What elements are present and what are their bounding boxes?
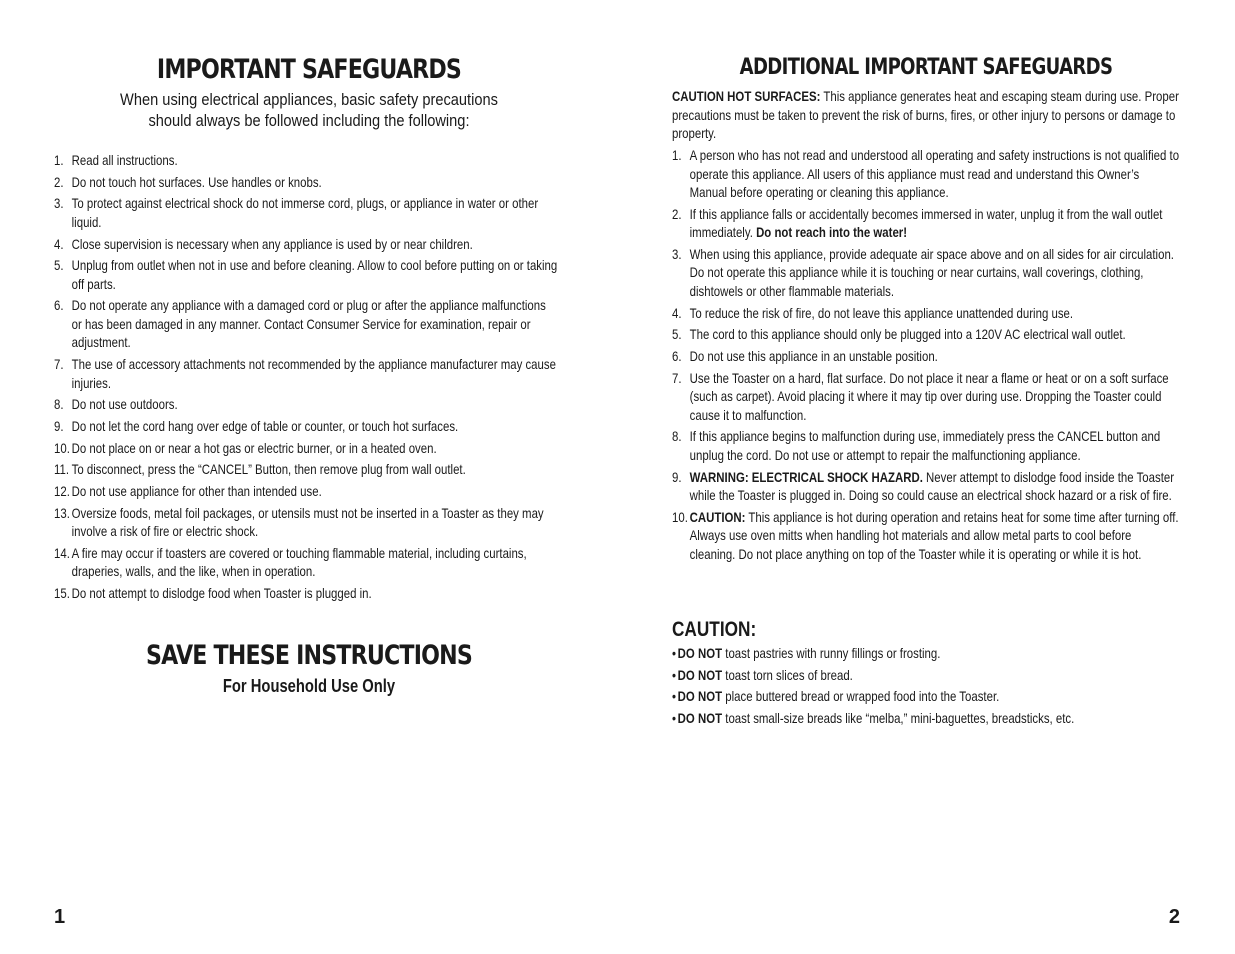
caution-hot-surfaces <box>672 88 1179 144</box>
left-page <box>54 0 564 954</box>
item-number: 7. <box>54 357 64 373</box>
list-item <box>672 348 1179 367</box>
item-number: 9. <box>54 419 64 434</box>
intro-text <box>90 89 529 131</box>
list-item <box>54 152 559 171</box>
additional-safeguards-list <box>672 147 1179 567</box>
item-text: Use the Toaster on a hard, flat surface. Do not place it near a flame or heat or on a soft surface (such as carpet). Avoid placing it where it may tip over during use. Dropping the Toaster could cause it to malfunction. <box>689 370 1169 423</box>
item-text: Do not touch hot surfaces. Use handles or knobs. <box>71 174 322 190</box>
caution-label: CAUTION HOT SURFACES: <box>672 89 821 104</box>
item-text: To disconnect, press the “CANCEL” Button, then remove plug from wall outlet. <box>71 462 466 478</box>
item-text: Unplug from outlet when not in use and before cleaning. Allow to cool before putting on or taking off parts. <box>71 258 558 292</box>
item-number: 2. <box>672 206 682 222</box>
item-number: 6. <box>54 298 64 314</box>
list-item <box>54 396 559 415</box>
item-number: 14. <box>54 545 70 561</box>
item-number: 10. <box>54 440 70 456</box>
item-number: 6. <box>672 348 682 364</box>
list-item <box>54 297 559 353</box>
caution-bullet-list <box>672 645 1179 732</box>
safeguards-list <box>54 152 558 607</box>
item-text: If this appliance falls or accidentally becomes immersed in water, unplug it from the wall outlet immediately. <box>689 206 1163 241</box>
item-number: 11. <box>54 462 70 478</box>
page-title: IMPORTANT SAFEGUARDS <box>156 54 462 85</box>
item-text: When using this appliance, provide adequate air space above and on all sides for air circulation. Do not operate this appliance while it is touching or near curtains, wall coverings, clothing, dishtowels or other flammable materials. <box>689 246 1174 299</box>
item-number: 4. <box>54 236 64 252</box>
item-text: Read all instructions. <box>71 153 178 168</box>
do-not-label: DO NOT <box>677 689 723 705</box>
page-number: 1 <box>54 906 66 928</box>
right-page <box>672 0 1180 954</box>
list-item <box>54 440 559 459</box>
item-number: 4. <box>672 305 682 321</box>
item-number: 12. <box>54 484 70 500</box>
intro-line: When using electrical appliances, basic safety precautions <box>120 90 498 109</box>
do-not-label: DO NOT <box>677 646 723 661</box>
warning-label: WARNING: ELECTRICAL SHOCK HAZARD. <box>689 469 923 485</box>
household-use-subtitle: For Household Use Only <box>222 676 396 696</box>
item-text: The use of accessory attachments not recommended by the appliance manufacturer may cause injuries. <box>71 357 556 391</box>
do-not-label: DO NOT <box>677 667 723 683</box>
bullet-item <box>672 645 1179 664</box>
item-number: 1. <box>672 148 682 163</box>
list-item <box>54 585 559 604</box>
bullet-text: toast pastries with runny fillings or frosting. <box>722 646 941 661</box>
bullet-glyph: • <box>672 689 677 705</box>
item-text: Do not operate any appliance with a damaged cord or plug or after the appliance malfunctions or has been damaged in any manner. Contact Consumer Service for examination, repair or adjustment. <box>71 298 546 351</box>
item-text: A fire may occur if toasters are covered or touching flammable material, including curtains, draperies, walls, and the like, when in operation. <box>71 545 527 580</box>
item-text: Never attempt to dislodge food inside the Toaster while the Toaster is plugged in. Doing so could cause an electrical shock hazard or a risk of fire. <box>689 469 1175 503</box>
list-item <box>54 356 559 393</box>
bullet-text: place buttered bread or wrapped food into the Toaster. <box>722 689 1000 705</box>
list-item <box>672 246 1179 302</box>
item-text: To reduce the risk of fire, do not leave this appliance unattended during use. <box>689 305 1074 321</box>
item-number: 8. <box>672 429 682 445</box>
caution-text: This appliance generates heat and escaping steam during use. Proper precautions must be taken to prevent the risk of burns, fires, or other injury to persons or damage to property. <box>672 89 1179 141</box>
item-text: If this appliance begins to malfunction during use, immediately press the CANCEL button and unplug the cord. Do not use or attempt to repair the malfunctioning appliance. <box>689 429 1161 463</box>
bullet-item <box>672 688 1179 707</box>
item-number: 15. <box>54 586 70 602</box>
list-item <box>672 509 1179 565</box>
list-item <box>672 326 1179 345</box>
list-item <box>54 483 559 502</box>
list-item <box>672 305 1179 324</box>
item-number: 9. <box>672 469 682 485</box>
list-item <box>54 195 559 232</box>
list-item <box>54 461 559 480</box>
item-text: Do not attempt to dislodge food when Toaster is plugged in. <box>71 586 372 602</box>
item-text: This appliance is hot during operation and retains heat for some time after turning off. Always use oven mitts when handling hot materials and allow metal parts to cool before cleaning. Do not place anything on top of the Toaster while it is operating or while it is hot. <box>689 509 1179 562</box>
item-number: 1. <box>54 153 64 168</box>
item-text: A person who has not read and understood all operating and safety instructions is not qualified to operate this appliance. All users of this appliance must read and understand this Owner’s Manual before operating or cleaning this appliance. <box>689 148 1180 200</box>
item-number: 3. <box>54 196 64 212</box>
item-number: 10. <box>672 509 688 525</box>
item-text: Do not use appliance for other than intended use. <box>71 484 322 500</box>
item-text: Close supervision is necessary when any appliance is used by or near children. <box>71 236 473 252</box>
item-text: Do not use this appliance in an unstable position. <box>689 348 938 364</box>
item-number: 3. <box>672 246 682 262</box>
intro-line: should always be followed including the following: <box>148 111 470 130</box>
item-text: Oversize foods, metal foil packages, or utensils must not be inserted in a Toaster as they may involve a risk of fire or electric shock. <box>71 505 544 540</box>
list-item <box>54 257 559 294</box>
bullet-item <box>672 667 1179 686</box>
do-not-label: DO NOT <box>677 711 723 727</box>
item-emphasis: Do not reach into the water! <box>756 225 908 241</box>
item-text: The cord to this appliance should only be plugged into a 120V AC electrical wall outlet. <box>689 327 1126 343</box>
list-item <box>54 545 559 582</box>
list-item <box>54 418 559 437</box>
item-number: 2. <box>54 174 64 190</box>
list-item <box>672 147 1179 203</box>
page-number: 2 <box>1168 906 1180 928</box>
list-item <box>54 174 559 193</box>
bullet-glyph: • <box>672 646 677 661</box>
item-number: 5. <box>672 327 682 343</box>
item-text: Do not place on or near a hot gas or electric burner, or in a heated oven. <box>71 440 437 456</box>
item-number: 5. <box>54 258 64 274</box>
bullet-glyph: • <box>672 711 677 727</box>
item-number: 13. <box>54 505 70 521</box>
list-item <box>672 428 1179 465</box>
bullet-text: toast torn slices of bread. <box>722 667 853 683</box>
list-item <box>672 206 1179 243</box>
item-number: 8. <box>54 397 64 413</box>
list-item <box>54 236 559 255</box>
save-instructions-title: SAVE THESE INSTRUCTIONS <box>146 640 472 671</box>
item-text: Do not use outdoors. <box>71 397 178 413</box>
item-text: To protect against electrical shock do not immerse cord, plugs, or appliance in water or other liquid. <box>71 196 539 230</box>
item-number: 7. <box>672 370 682 386</box>
bullet-text: toast small-size breads like “melba,” mini-baguettes, breadsticks, etc. <box>722 711 1075 727</box>
caution-label: CAUTION: <box>689 509 746 525</box>
bullet-glyph: • <box>672 667 677 683</box>
list-item <box>54 505 559 542</box>
list-item <box>672 469 1179 506</box>
item-text: Do not let the cord hang over edge of table or counter, or touch hot surfaces. <box>71 419 459 434</box>
caution-heading: CAUTION: <box>672 618 757 641</box>
list-item <box>672 370 1179 426</box>
page-title: ADDITIONAL IMPORTANT SAFEGUARDS <box>739 55 1113 80</box>
bullet-item <box>672 710 1179 729</box>
